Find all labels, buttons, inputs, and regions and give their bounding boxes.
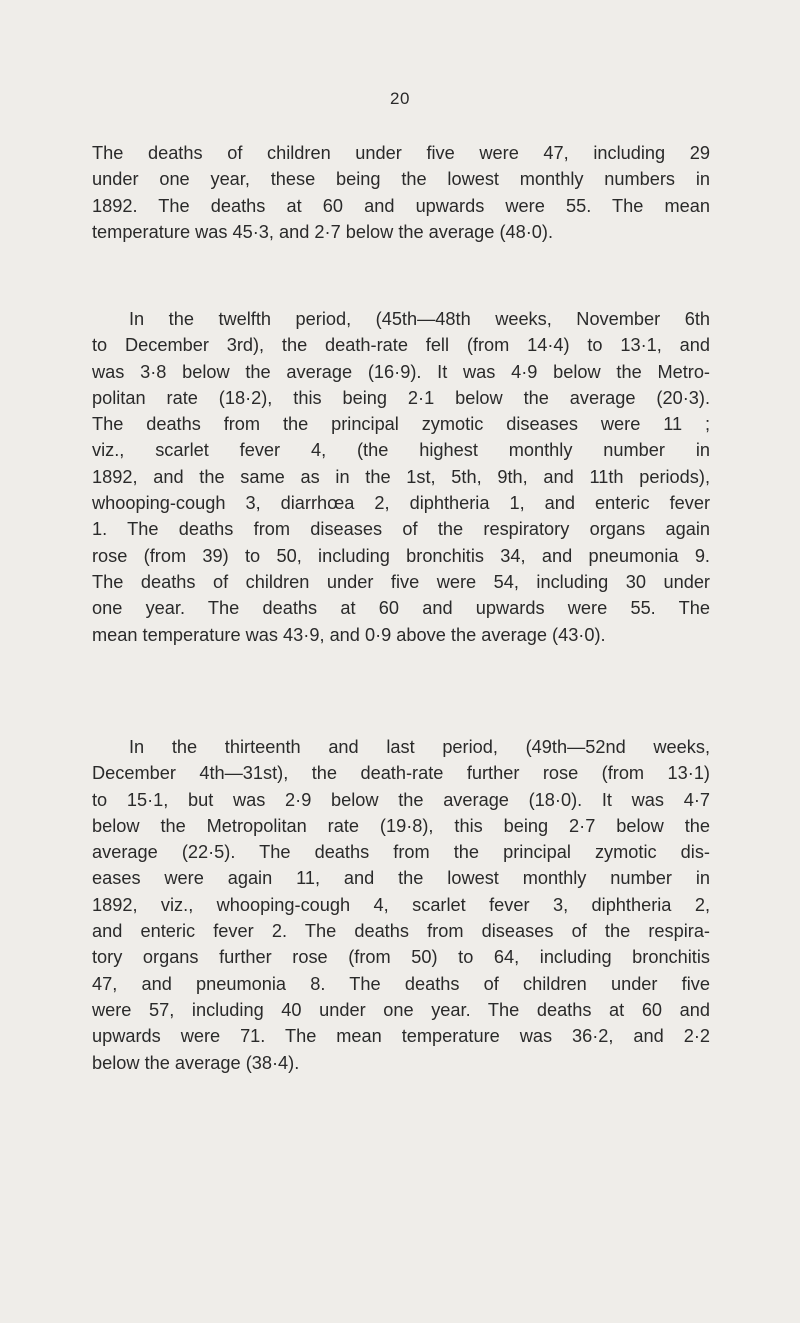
- text-line: upwards were 71. The mean temperature was 36·2, and 2·2: [92, 1026, 710, 1047]
- text-line: were 57, including 40 under one year. The deaths at 60 and: [92, 999, 710, 1020]
- text-line: viz., scarlet fever 4, (the highest monthly number in: [92, 440, 710, 461]
- paragraph-thirteenth-period: [92, 734, 710, 1076]
- text-line: to 15·1, but was 2·9 below the average (18·0). It was 4·7: [92, 789, 710, 810]
- text-line: 1. The deaths from diseases of the respiratory organs again: [92, 519, 710, 540]
- text-line: average (22·5). The deaths from the principal zymotic dis-: [92, 842, 710, 863]
- page-number: 20: [390, 89, 410, 108]
- text-line: 1892, and the same as in the 1st, 5th, 9th, and 11th periods),: [92, 466, 710, 487]
- text-line: whooping-cough 3, diarrhœa 2, diphtheria 1, and enteric fever: [92, 493, 710, 514]
- text-line: to December 3rd), the death-rate fell (from 14·4) to 13·1, and: [92, 335, 710, 356]
- paragraph-twelfth-period: [92, 306, 710, 648]
- text-line: The deaths of children under five were 54, including 30 under: [92, 571, 710, 592]
- text-line: tory organs further rose (from 50) to 64, including bronchitis: [92, 947, 710, 968]
- text-line: 1892, viz., whooping-cough 4, scarlet fever 3, diphtheria 2,: [92, 894, 710, 915]
- text-line: In the thirteenth and last period, (49th—52nd weeks,: [129, 737, 710, 757]
- text-line: below the average (38·4).: [92, 1052, 300, 1073]
- text-line: below the Metropolitan rate (19·8), this being 2·7 below the: [92, 815, 710, 836]
- text-line: under one year, these being the lowest monthly numbers in: [92, 169, 710, 190]
- paragraph-eleventh-period-continued: [92, 140, 710, 245]
- text-line: In the twelfth period, (45th—48th weeks, November 6th: [129, 309, 710, 329]
- text-line: The deaths from the principal zymotic diseases were 11 ;: [92, 414, 710, 435]
- text-line: 47, and pneumonia 8. The deaths of children under five: [92, 973, 710, 994]
- text-line: one year. The deaths at 60 and upwards were 55. The: [92, 598, 710, 619]
- text-line: was 3·8 below the average (16·9). It was 4·9 below the Metro-: [92, 361, 710, 382]
- text-line: eases were again 11, and the lowest monthly number in: [92, 868, 710, 889]
- text-line: The deaths of children under five were 47, including 29: [92, 143, 710, 163]
- text-line: mean temperature was 43·9, and 0·9 above the average (43·0).: [92, 624, 606, 645]
- text-line: December 4th—31st), the death-rate further rose (from 13·1): [92, 763, 710, 784]
- text-line: and enteric fever 2. The deaths from diseases of the respira-: [92, 921, 710, 942]
- text-line: 1892. The deaths at 60 and upwards were 55. The mean: [92, 195, 710, 216]
- text-line: temperature was 45·3, and 2·7 below the average (48·0).: [92, 221, 554, 242]
- text-line: rose (from 39) to 50, including bronchitis 34, and pneumonia 9.: [92, 545, 710, 566]
- text-line: politan rate (18·2), this being 2·1 below the average (20·3).: [92, 387, 710, 408]
